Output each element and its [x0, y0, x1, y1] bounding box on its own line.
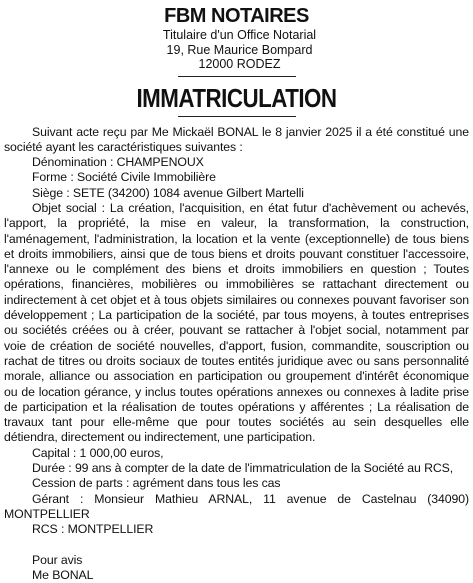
denomination-line: Dénomination : CHAMPENOUX: [4, 155, 469, 170]
office-address: 19, Rue Maurice Bompard: [6, 43, 473, 58]
office-city: 12000 RODEZ: [6, 57, 473, 72]
forme-line: Forme : Société Civile Immobilière: [4, 170, 469, 185]
notice-body: [4, 125, 469, 583]
office-line-1: Titulaire d'un Office Notarial: [6, 28, 473, 43]
office-details: [6, 28, 473, 72]
office-name: FBM NOTAIRES: [0, 4, 473, 28]
rcs-line: RCS : MONTPELLIER: [4, 522, 469, 537]
divider: [178, 116, 296, 117]
duree-line: Durée : 99 ans à compter de la date de l'immatriculation de la Société au RCS,: [4, 461, 469, 476]
divider: [178, 76, 296, 77]
gerant-line: Gérant : Monsieur Mathieu ARNAL, 11 avenue de Castelnau (34090) MONTPELLIER: [4, 492, 469, 523]
closing-pour-avis: Pour avis: [4, 553, 469, 568]
siege-line: Siège : SETE (34200) 1084 avenue Gilbert Martelli: [4, 186, 469, 201]
capital-line: Capital : 1 000,00 euros,: [4, 446, 469, 461]
intro-paragraph: Suivant acte reçu par Me Mickaël BONAL le 8 janvier 2025 il a été constitué une société ayant les caractéristiques suivantes :: [4, 125, 469, 156]
spacer: [4, 538, 469, 553]
objet-social-paragraph: Objet social : La création, l'acquisition, en état futur d'achèvement ou achevés, l'apport, la propriété, la mise en valeur, la transformation, la construction, l'aménagement, l'administration, la location et la vente (exceptionnelle) de tous biens et droits immobiliers, ainsi que de tous biens et droits pouvant constituer l'accessoire, l'annexe ou le complément des biens et droits immobiliers en question ; Toutes opérations, financières, mobilières ou immobilières se rattachant directement ou indirectement à cet objet et à tous objets similaires ou connexes pouvant favoriser son développement ; La participation de la société, par tous moyens, à toutes entreprises ou sociétés créées ou à créer, pouvant se rattacher à l'objet social, notamment par voie de création de société nouvelles, d'apport, fusion, commandite, souscription ou rachat de titres ou droits sociaux de toutes entités juridique avec ou sans personnalité morale, alliance ou association en participation ou groupement d'intérêt économique ou de location gérance, y inclus toutes opérations annexes ou connexes à ladite prise de participation et la réalisation de toutes opérations y afférentes ; La réalisation de travaux tant pour elle-même que pour toutes sociétés au sein desquelles elle détiendra, directement ou indirectement, une participation.: [4, 201, 469, 446]
cession-line: Cession de parts : agrément dans tous les cas: [4, 476, 469, 491]
notice-title: IMMATRICULATION: [33, 83, 440, 113]
closing-signature: Me BONAL: [4, 568, 469, 583]
